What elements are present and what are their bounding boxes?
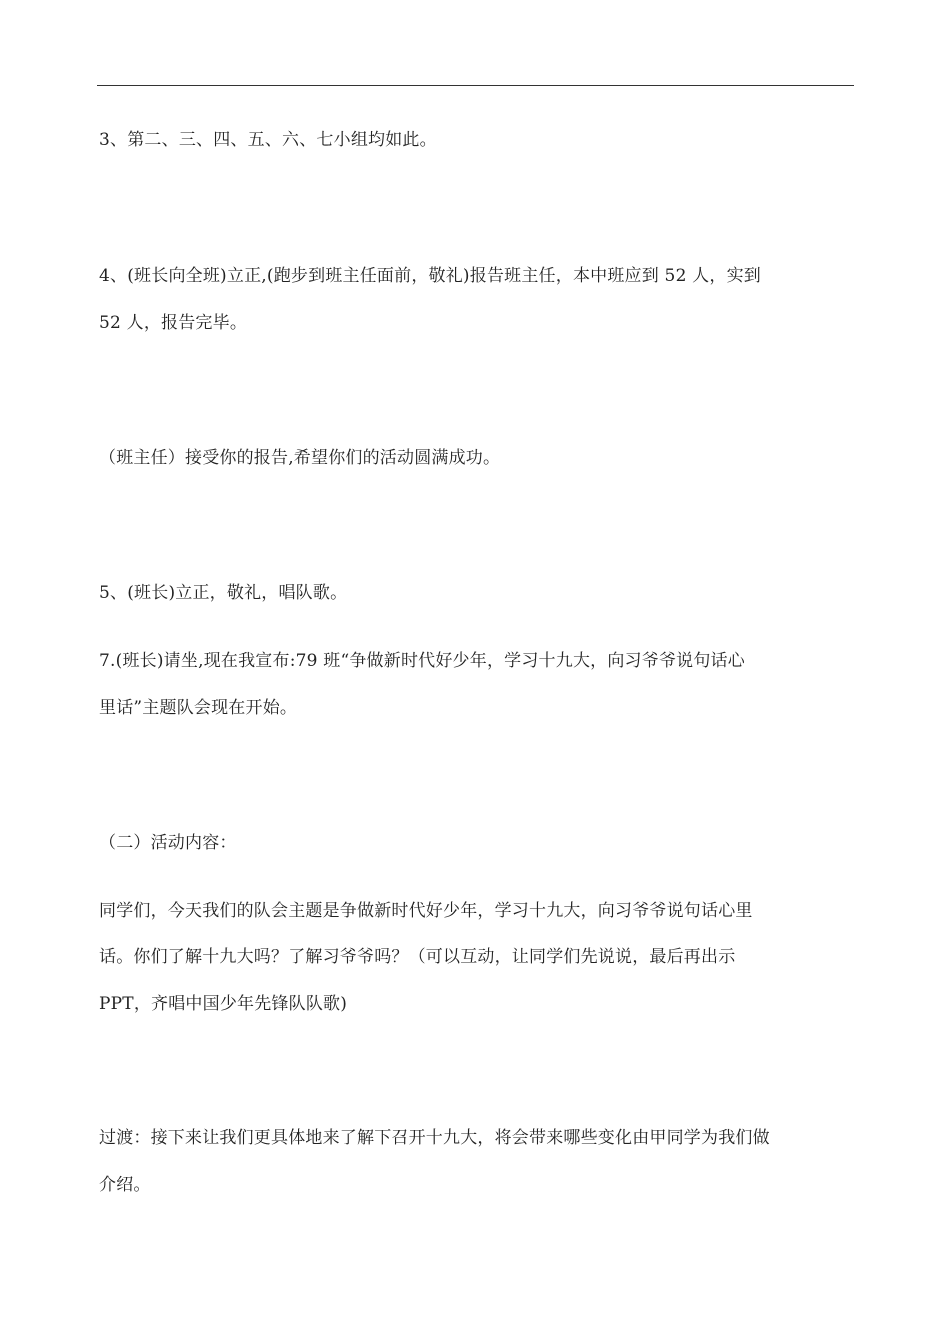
paragraph-line-3: 52 人，报告完毕。 <box>99 313 248 333</box>
paragraph-line-1: 3、第二、三、四、五、六、七小组均如此。 <box>99 130 437 150</box>
paragraph-line-11: 过渡：接下来让我们更具体地来了解下召开十九大，将会带来哪些变化由甲同学为我们做 <box>99 1128 770 1148</box>
paragraph-line-5: 5、(班长)立正，敬礼，唱队歌。 <box>99 583 348 603</box>
section-heading: （二）活动内容： <box>99 833 237 853</box>
paragraph-line-10: PPT，齐唱中国少年先锋队队歌) <box>99 994 348 1014</box>
paragraph-line-12: 介绍。 <box>99 1175 151 1195</box>
paragraph-line-2: 4、(班长向全班)立正,(跑步到班主任面前，敬礼)报告班主任，本中班应到 52 人，实到 <box>99 266 761 286</box>
paragraph-line-9: 话。你们了解十九大吗？了解习爷爷吗？（可以互动，让同学们先说说，最后再出示 <box>99 947 736 967</box>
paragraph-line-4: （班主任）接受你的报告,希望你们的活动圆满成功。 <box>99 448 501 468</box>
paragraph-line-7: 里话”主题队会现在开始。 <box>99 698 298 718</box>
paragraph-line-6: 7.(班长)请坐,现在我宣布:79 班“争做新时代好少年，学习十九大，向习爷爷说句话心 <box>99 651 745 671</box>
header-rule <box>97 85 854 86</box>
paragraph-line-8: 同学们，今天我们的队会主题是争做新时代好少年，学习十九大，向习爷爷说句话心里 <box>99 901 753 921</box>
